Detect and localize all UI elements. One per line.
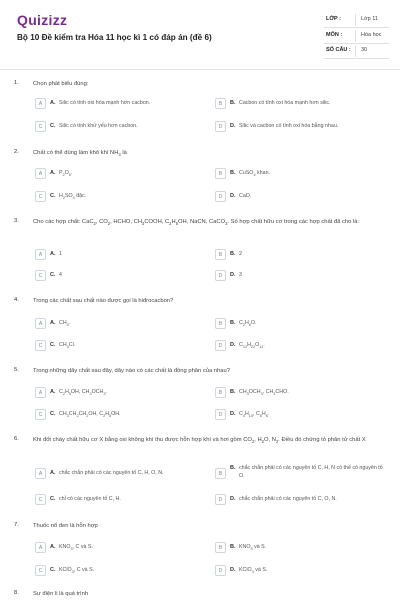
option-prefix: C. [50, 272, 56, 278]
option-d[interactable] [215, 121, 385, 134]
question-text: Trong những dãy chất sau đây, dãy nào có các chất là đồng phân của nhau? [33, 368, 230, 374]
option-text: $KNO_3$ và S. [239, 544, 267, 552]
question-text: Sự điện li là quá trình [33, 591, 89, 597]
question-number: 1. [14, 80, 19, 86]
option-text: 1 [59, 251, 62, 257]
option-text: chỉ có các nguyên tố C, H. [59, 496, 121, 502]
option-text: $C_{12}H_{22}O_{11}$. [239, 342, 265, 350]
option-a[interactable] [35, 542, 205, 555]
option-prefix: A. [50, 170, 56, 176]
option-prefix: B. [230, 465, 236, 471]
option-a[interactable] [35, 168, 205, 181]
option-a[interactable] [35, 98, 205, 111]
option-letter-box: D [215, 565, 226, 576]
option-text: Cacbon có tính oxi hóa mạnh hơn silic. [239, 100, 331, 106]
option-b[interactable] [215, 464, 385, 483]
question-text: Trong các chất sau chất nào được gọi là hiđrocacbon? [33, 298, 174, 304]
option-prefix: B. [230, 544, 236, 550]
option-text: 3 [239, 272, 242, 278]
option-c[interactable] [35, 121, 205, 134]
option-prefix: D. [230, 272, 236, 278]
option-text: $KNO_3$, C và S. [59, 544, 93, 552]
option-c[interactable] [35, 191, 205, 204]
option-text: $C_2H_5OH$, $CH_3OCH_3$. [59, 389, 107, 397]
option-text: $C_2H_6O$. [239, 320, 257, 328]
meta-value: 30 [361, 47, 368, 53]
option-prefix: D. [230, 123, 236, 129]
option-prefix: A. [50, 389, 56, 395]
option-text: $CH_3Cl$. [59, 342, 76, 350]
option-letter-box: A [35, 249, 46, 260]
option-letter-box: A [35, 318, 46, 329]
option-prefix: C. [50, 193, 56, 199]
divider [355, 45, 356, 57]
option-letter-box: A [35, 542, 46, 553]
option-d[interactable] [215, 191, 385, 204]
option-letter-box: B [215, 249, 226, 260]
option-c[interactable] [35, 409, 205, 422]
option-text: $H_2SO_4$ đặc. [59, 193, 87, 201]
option-text: $CH_3OCH_3$, $CH_3CHO$. [239, 389, 289, 397]
option-a[interactable] [35, 318, 205, 331]
option-prefix: B. [230, 389, 236, 395]
option-prefix: A. [50, 470, 56, 476]
option-text: KClO$_3$ và S. [239, 567, 268, 575]
option-b[interactable] [215, 318, 385, 331]
meta-grade [324, 12, 389, 28]
meta-question-count [324, 43, 389, 59]
option-prefix: D. [230, 342, 236, 348]
option-a[interactable] [35, 468, 205, 481]
meta-subject [324, 28, 389, 44]
option-prefix: A. [50, 251, 56, 257]
question-number: 5. [14, 367, 19, 373]
quizizz-logo[interactable]: Quizizz [17, 12, 68, 28]
option-b[interactable] [215, 168, 385, 181]
option-a[interactable] [35, 387, 205, 400]
question-text: Cho các hợp chất: CaC$_2$, $CO_2$, HCHO, $CH_3COOH$, $C_2H_5OH$, NaCN, CaCO$_3$. Số hợp chất hữu cơ trong các hợp chất đã cho là: [33, 219, 360, 227]
option-letter-box: C [35, 191, 46, 202]
option-c[interactable] [35, 565, 205, 578]
option-prefix: C. [50, 567, 56, 573]
option-d[interactable] [215, 270, 385, 283]
option-b[interactable] [215, 387, 385, 400]
option-d[interactable] [215, 494, 385, 507]
question-number: 6. [14, 436, 19, 442]
option-prefix: C. [50, 342, 56, 348]
question-number: 4. [14, 297, 19, 303]
option-text: $CH_4$. [59, 320, 71, 328]
option-text: $P_2O_5$. [59, 170, 73, 178]
option-d[interactable] [215, 409, 385, 422]
option-letter-box: C [35, 494, 46, 505]
option-prefix: B. [230, 251, 236, 257]
option-prefix: A. [50, 320, 56, 326]
option-c[interactable] [35, 270, 205, 283]
question-text: Khi đốt cháy chất hữu cơ X bằng oxi không khí thu được hỗn hợp khí và hơi gồm $CO_2$, $H_2O$, $N_2$. Điều đó chứng tỏ phân tử chất X [33, 437, 366, 445]
option-letter-box: B [215, 318, 226, 329]
option-letter-box: D [215, 409, 226, 420]
option-text: chắc chắn phải có các nguyên tố C, O, N. [239, 496, 337, 502]
option-letter-box: A [35, 468, 46, 479]
option-b[interactable] [215, 249, 385, 262]
divider [355, 14, 356, 26]
question-number: 2. [14, 149, 19, 155]
option-text: CuSO$_4$ khan. [239, 170, 270, 178]
option-letter-box: D [215, 494, 226, 505]
option-letter-box: D [215, 121, 226, 132]
option-d[interactable] [215, 340, 385, 353]
option-text: Silic có tính oxi hóa mạnh hơn cacbon. [59, 100, 151, 106]
option-prefix: A. [50, 544, 56, 550]
option-letter-box: C [35, 270, 46, 281]
option-text: CaO. [239, 193, 252, 199]
meta-value: Lớp 11 [361, 16, 378, 22]
meta-value: Hóa học [361, 32, 382, 38]
option-text: 4 [59, 272, 62, 278]
header [0, 0, 400, 70]
option-letter-box: B [215, 387, 226, 398]
option-prefix: B. [230, 320, 236, 326]
option-letter-box: B [215, 168, 226, 179]
option-text: chắc chắn phải có các nguyên tố C, H, N có thể có nguyên tố O. [239, 465, 383, 479]
question-number: 8. [14, 590, 19, 596]
divider [324, 58, 389, 59]
option-text: $C_4H_{10}$, $C_6H_6$. [239, 411, 270, 419]
option-c[interactable] [35, 340, 205, 353]
option-letter-box: B [215, 468, 226, 479]
option-letter-box: D [215, 270, 226, 281]
meta-label: MÔN : [326, 32, 343, 38]
option-text: KClO$_3$, C và S. [59, 567, 95, 575]
question-number: 3. [14, 218, 19, 224]
option-prefix: C. [50, 123, 56, 129]
option-letter-box: B [215, 98, 226, 109]
option-prefix: D. [230, 193, 236, 199]
option-c[interactable] [35, 494, 205, 507]
option-letter-box: B [215, 542, 226, 553]
option-letter-box: A [35, 168, 46, 179]
option-prefix: D. [230, 496, 236, 502]
option-b[interactable] [215, 98, 385, 111]
document-title: Bộ 10 Đề kiểm tra Hóa 11 học kì 1 có đáp án (đề 6) [17, 33, 212, 42]
option-text: Silic và cacbon có tính oxi hóa bằng nhau. [239, 123, 339, 129]
option-text: chắc chắn phải có các nguyên tố C, H, O, N. [59, 470, 164, 476]
option-text: $CH_3CH_2CH_2OH$, $C_2H_5OH$. [59, 411, 121, 419]
option-letter-box: C [35, 121, 46, 132]
option-text: 2 [239, 251, 242, 257]
option-letter-box: D [215, 340, 226, 351]
option-prefix: C. [50, 411, 56, 417]
meta-label: SỐ CÂU : [326, 47, 351, 53]
option-letter-box: C [35, 565, 46, 576]
question-text: Chọn phát biểu đúng: [33, 81, 89, 87]
option-prefix: C. [50, 496, 56, 502]
meta-label: LỚP : [326, 16, 341, 22]
divider [355, 30, 356, 42]
option-letter-box: C [35, 340, 46, 351]
option-prefix: B. [230, 170, 236, 176]
question-text: Chất có thể dùng làm khô khí $NH_3$ là [33, 150, 127, 158]
option-prefix: A. [50, 100, 56, 106]
header-divider [0, 69, 400, 70]
option-d[interactable] [215, 565, 385, 578]
option-b[interactable] [215, 542, 385, 555]
option-prefix: D. [230, 411, 236, 417]
question-text: Thuốc nổ đen là hỗn hợp [33, 523, 98, 529]
option-letter-box: A [35, 98, 46, 109]
option-a[interactable] [35, 249, 205, 262]
option-letter-box: D [215, 191, 226, 202]
option-prefix: B. [230, 100, 236, 106]
option-prefix: D. [230, 567, 236, 573]
option-letter-box: C [35, 409, 46, 420]
option-letter-box: A [35, 387, 46, 398]
question-number: 7. [14, 522, 19, 528]
option-text: Silic có tính khử yếu hơn cacbon. [59, 123, 138, 129]
